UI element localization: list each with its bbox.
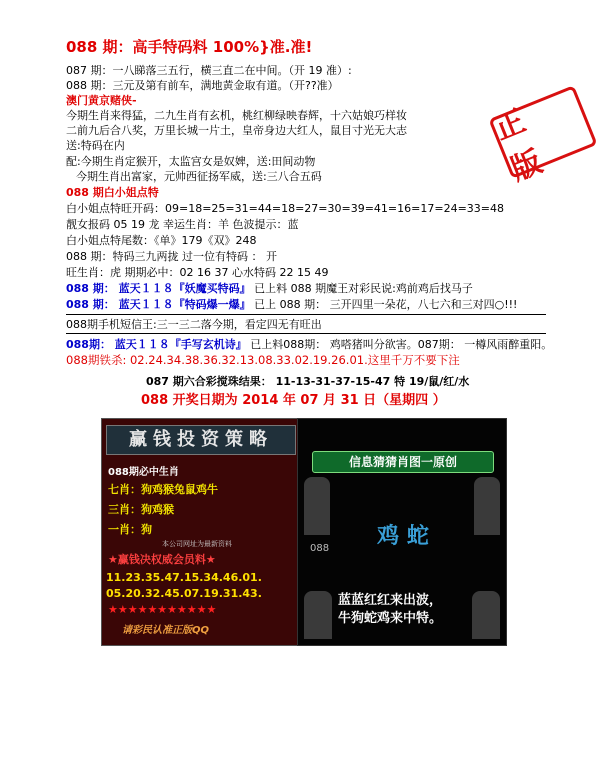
blue-sky-poem-link[interactable]: 088期： 蓝天１１８『手写玄机诗』: [66, 338, 247, 351]
right-portrait-bottom-right: [472, 591, 500, 639]
right-banner: 信息猜猜肖图一原创: [312, 451, 494, 473]
right-portrait-right: [474, 477, 500, 535]
section-white-lady: 088 期白小姐点特: [66, 186, 159, 199]
left-stars: ★★★★★★★★★★★: [108, 603, 217, 616]
poem-line-4: 配:今期生肖定猴开，太监宫女是奴婢，送:田间动物: [66, 155, 316, 168]
line-087-riddle: 087 期：一八睇落三五行，横三直二在中间。（开 19 准）:: [66, 64, 352, 77]
tail-number-line: 白小姐点特尾数：《单》179《双》248: [66, 234, 257, 247]
special-code-line: 088 期：特码三九两拢 过一位有特码 ： 开: [66, 250, 277, 263]
poem-line-1: 今期生肖来得猛，二九生肖有玄机，桃红柳绿映春辉，十六姑娘巧样妆: [66, 109, 407, 122]
left-row-2: 三肖：狗鸡猴: [108, 503, 174, 516]
draw-result-line: 087 期六合彩搅珠结果： 11-13-31-37-15-47 特 19/鼠/红/水: [146, 375, 470, 388]
left-promo-image: [101, 418, 299, 646]
blue-sky-demon-line: [66, 282, 473, 295]
separator: [66, 333, 546, 334]
left-numbers-1: 11.23.35.47.15.34.46.01.: [106, 571, 262, 584]
blue-sky-poem-text: 已上料088期： 鸡嗒猪叫分欲害。087期： 一樽风雨醉重阳。: [250, 338, 553, 351]
blue-sky-poem-line: [66, 338, 552, 351]
draw-date-line: 088 开奖日期为 2014 年 07 月 31 日（星期四 ）: [141, 393, 446, 408]
lucky-zodiac-line: 旺生肖：虎 期期必中：02 16 37 心水特码 22 15 49: [66, 266, 329, 279]
right-period: 088: [310, 543, 330, 554]
white-lady-numbers: 白小姐点特旺开码：09=18=25=31=44=18=27=30=39=41=16=17=24=33=48: [66, 202, 504, 215]
poem-line-2: 二前九后合八奖，万里长城一片土，皇帝身边大红人，鼠目寸光无大志: [66, 124, 407, 137]
blue-sky-demon-link[interactable]: 088 期： 蓝天１１８『妖魔买特码』: [66, 282, 251, 295]
right-animals: 鸡 蛇: [377, 523, 429, 549]
genuine-stamp: 正版: [488, 85, 597, 179]
left-banner: 赢钱投资策略: [106, 425, 296, 455]
left-row-1: 七肖：狗鸡猴兔鼠鸡牛: [108, 483, 218, 496]
iron-kill-line: 088期铁杀: 02.24.34.38.36.32.13.08.33.02.19.26.01.这里千万不要下注: [66, 353, 460, 367]
left-small-note: 本公司网址为最新资料: [162, 540, 232, 548]
section-macau-gambler: 澳门黄京赌侠-: [66, 94, 137, 107]
left-numbers-2: 05.20.32.45.07.19.31.43.: [106, 587, 262, 600]
blue-sky-explode-link[interactable]: 088 期： 蓝天１１８『特码爆一爆』: [66, 298, 251, 311]
blue-sky-explode-line: [66, 298, 517, 311]
poem-line-5: 今期生肖出富家，元帅西征扬军威，送:三八合五码: [76, 170, 322, 183]
right-portrait-bottom-left: [304, 591, 332, 639]
separator: [66, 314, 546, 315]
sms-king-line: 088期手机短信王:三一三二落今期，看定四无有旺出: [66, 318, 322, 331]
right-promo-image: [297, 418, 507, 646]
blue-sky-demon-text: 已上料 088 期魔王对彩民说:鸡前鸡后找马子: [254, 282, 473, 295]
poem-line-3: 送:特码在内: [66, 139, 125, 152]
lucky-girl-line: 靓女报码 05 19 龙 幸运生肖：羊 色波提示：蓝: [66, 218, 299, 231]
left-vip: ★赢钱决权威会员料★: [108, 553, 216, 566]
line-088-riddle: 088 期：三元及第有前车，满地黄金取有道。（开??准）: [66, 79, 339, 92]
right-poem-1: 蓝蓝红红来出波，: [338, 593, 443, 608]
right-portrait-left: [304, 477, 330, 535]
left-footer: 请彩民认准正版QQ: [122, 625, 210, 636]
right-poem-2: 牛狗蛇鸡来中特。: [338, 611, 443, 626]
blue-sky-explode-text: 已上 088 期： 三开四里一朵花，八七六和三对四○!!!: [254, 298, 518, 311]
left-row-3: 一肖：狗: [108, 523, 152, 536]
page-title: 088 期：高手特码料 100%}准.准!: [66, 38, 313, 56]
left-subtitle: 088期必中生肖: [108, 467, 179, 478]
